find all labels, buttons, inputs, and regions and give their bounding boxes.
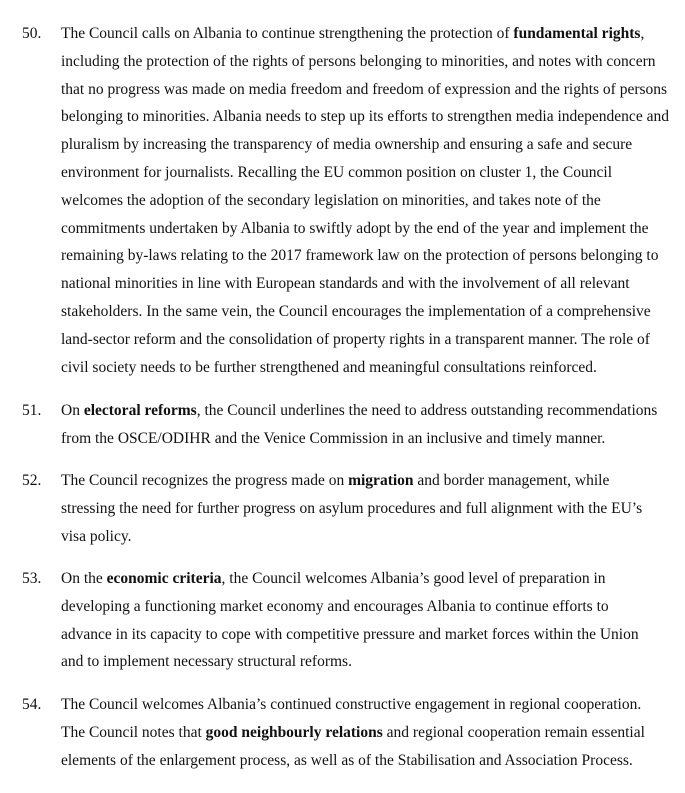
paragraph-line: and to implement necessary structural reforms. [61,653,352,671]
paragraph-line: commitments undertaken by Albania to swiftly adopt by the end of the year and implement the [61,219,649,237]
paragraph-line: land-sector reform and the consolidation of property rights in a transparent manner. The role of [61,330,650,348]
bold-term: fundamental rights [513,25,641,42]
paragraph-line: stressing the need for further progress on asylum procedures and full alignment with the EU’s [61,499,643,517]
paragraph-line: On the economic criteria, the Council welcomes Albania’s good level of preparation in [61,570,606,587]
paragraph-number: 50. [22,25,42,42]
paragraph-number: 54. [22,696,42,713]
paragraph-line: visa policy. [61,527,132,545]
paragraph-line: The Council welcomes Albania’s continued constructive engagement in regional cooperation. [61,696,642,713]
paragraph-line: elements of the enlargement process, as well as of the Stabilisation and Association Process. [61,751,633,769]
paragraph-number: 51. [22,402,42,419]
paragraph-line: belonging to minorities. Albania needs to step up its efforts to strengthen media independence and [61,108,669,126]
paragraph-line: The Council recognizes the progress made on migration and border management, while [61,472,610,489]
paragraph-line: The Council calls on Albania to continue strengthening the protection of fundamental rights, [61,25,645,42]
paragraph-line: The Council notes that good neighbourly relations and regional cooperation remain essential [61,723,645,741]
paragraph-line: advance in its capacity to cope with competitive pressure and market forces within the Union [61,625,639,643]
paragraph-line: civil society needs to be further strengthened and meaningful consultations reinforced. [61,358,597,376]
paragraph-line: On electoral reforms, the Council underlines the need to address outstanding recommendations [61,402,658,419]
paragraph-line: including the protection of the rights of persons belonging to minorities, and notes with concern [61,52,656,70]
paragraph-line: pluralism by increasing the transparency of media ownership and ensuring a safe and secure [61,136,633,154]
paragraph-line: that no progress was made on media freedom and freedom of expression and the rights of persons [61,80,668,98]
paragraph-number: 53. [22,570,42,587]
paragraph-line: environment for journalists. Recalling the EU common position on cluster 1, the Council [61,164,613,181]
paragraph-line: national minorities in line with European standards and with the involvement of all relevant [61,275,630,293]
bold-term: migration [348,472,414,489]
paragraph-line: remaining by-laws relating to the 2017 framework law on the protection of persons belonging to [61,247,659,265]
bold-term: good neighbourly relations [205,723,383,741]
bold-term: electoral reforms [83,402,197,419]
paragraph-line: stakeholders. In the same vein, the Council encourages the implementation of a comprehensive [61,303,651,320]
paragraph-number: 52. [22,472,42,489]
bold-term: economic criteria [106,570,222,587]
paragraph-line: welcomes the adoption of the secondary legislation on minorities, and takes note of the [61,191,601,209]
paragraph-line: from the OSCE/ODIHR and the Venice Commission in an inclusive and timely manner. [61,429,606,447]
paragraph-line: developing a functioning market economy and encourages Albania to continue efforts to [61,597,609,615]
